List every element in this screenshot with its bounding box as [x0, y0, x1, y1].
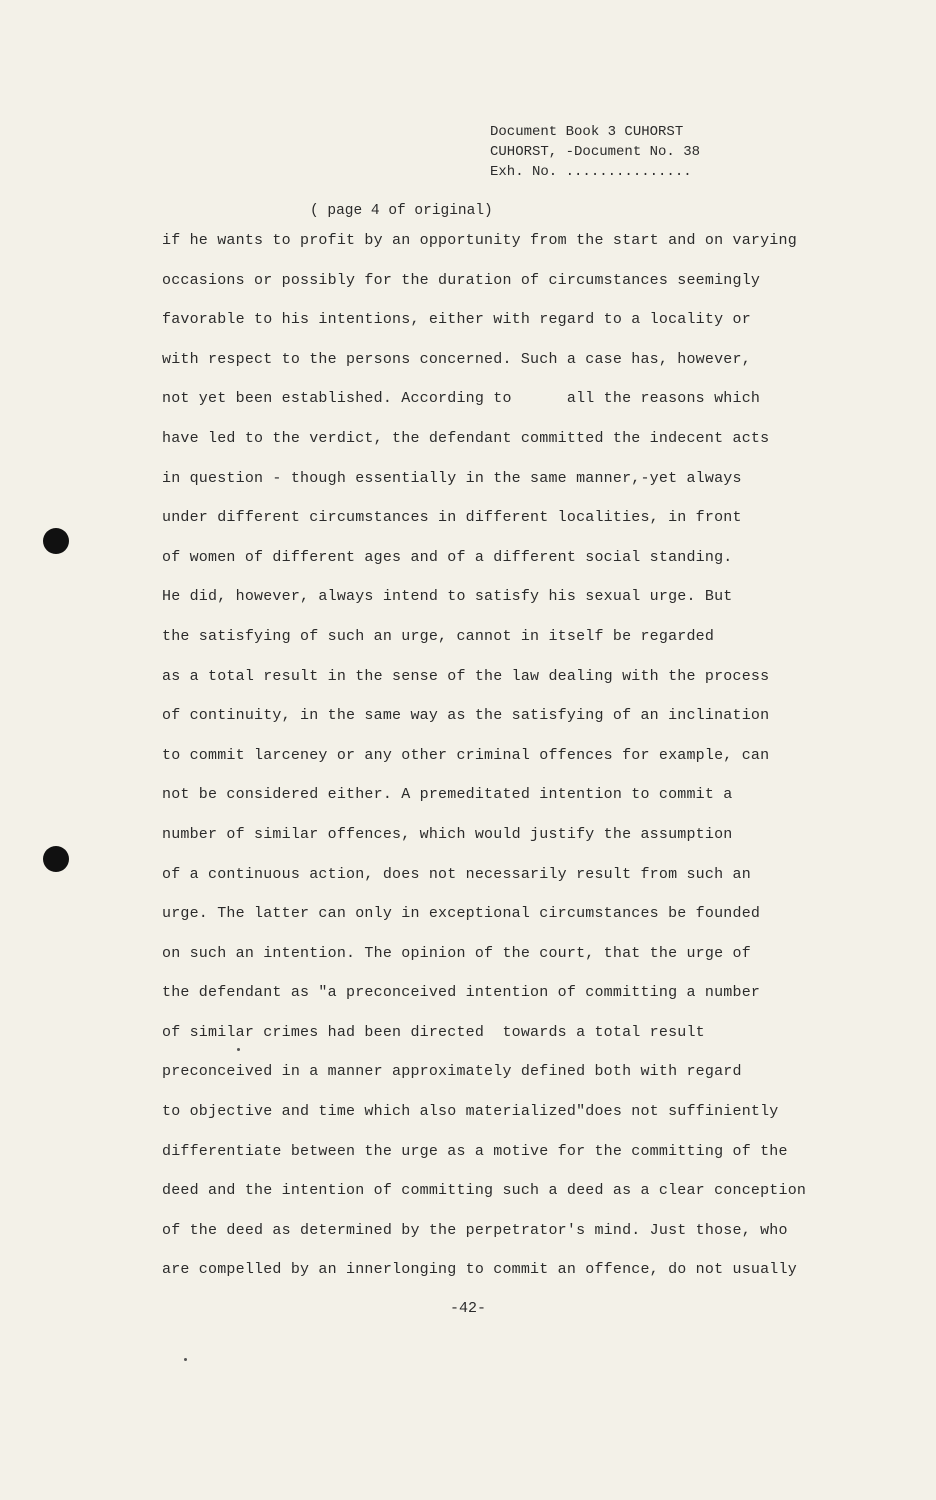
body-text — [162, 230, 862, 1299]
text-line: as a total result in the sense of the law dealing with the process — [162, 667, 770, 685]
text-line: not yet been established. According to all the reasons which — [162, 390, 761, 408]
text-line: of women of different ages and of a different social standing. — [162, 548, 733, 566]
punch-hole — [43, 528, 69, 554]
text-line: differentiate between the urge as a motive for the committing of the — [162, 1142, 788, 1160]
text-line: to commit larceney or any other criminal offences for example, can — [162, 746, 770, 764]
text-line: if he wants to profit by an opportunity from the start and on varying — [162, 232, 797, 249]
text-line: are compelled by an innerlonging to commit an offence, do not usually — [162, 1261, 797, 1279]
text-line: favorable to his intentions, either with regard to a locality or — [162, 311, 751, 329]
punch-hole — [43, 846, 69, 872]
text-line: of a continuous action, does not necessarily result from such an — [162, 865, 751, 883]
text-line: He did, however, always intend to satisfy his sexual urge. But — [162, 588, 733, 606]
header-line-3: Exh. No. ............... — [490, 164, 692, 180]
header-line-1: Document Book 3 CUHORST — [490, 124, 684, 140]
text-line: in question - though essentially in the same manner,-yet always — [162, 469, 742, 487]
text-line: with respect to the persons concerned. Such a case has, however, — [162, 350, 751, 368]
text-line: not be considered either. A premeditated intention to commit a — [162, 786, 733, 804]
text-line: deed and the intention of committing such a deed as a clear conception — [162, 1182, 807, 1200]
page-reference: ( page 4 of original) — [310, 203, 493, 219]
text-line: preconceived in a manner approximately defined both with regard — [162, 1063, 742, 1081]
text-line: to objective and time which also materialized"does not suffiniently — [162, 1103, 779, 1121]
text-line: on such an intention. The opinion of the court, that the urge of — [162, 944, 751, 962]
speck — [184, 1358, 187, 1361]
document-header — [490, 122, 700, 182]
text-line: the satisfying of such an urge, cannot in itself be regarded — [162, 627, 715, 645]
text-line: have led to the verdict, the defendant committed the indecent acts — [162, 429, 770, 447]
text-line: occasions or possibly for the duration of circumstances seemingly — [162, 271, 761, 289]
text-line: the defendant as "a preconceived intention of committing a number — [162, 984, 761, 1002]
text-line: urge. The latter can only in exceptional circumstances be founded — [162, 905, 761, 923]
text-line: of similar crimes had been directed towards a total result — [162, 1023, 705, 1041]
text-line: under different circumstances in different localities, in front — [162, 509, 742, 527]
page-number: -42- — [449, 1300, 486, 1317]
text-line: of continuity, in the same way as the satisfying of an inclination — [162, 707, 770, 725]
header-line-2: CUHORST, -Document No. 38 — [490, 144, 701, 160]
text-line: of the deed as determined by the perpetrator's mind. Just those, who — [162, 1221, 788, 1239]
text-line: number of similar offences, which would justify the assumption — [162, 825, 733, 843]
